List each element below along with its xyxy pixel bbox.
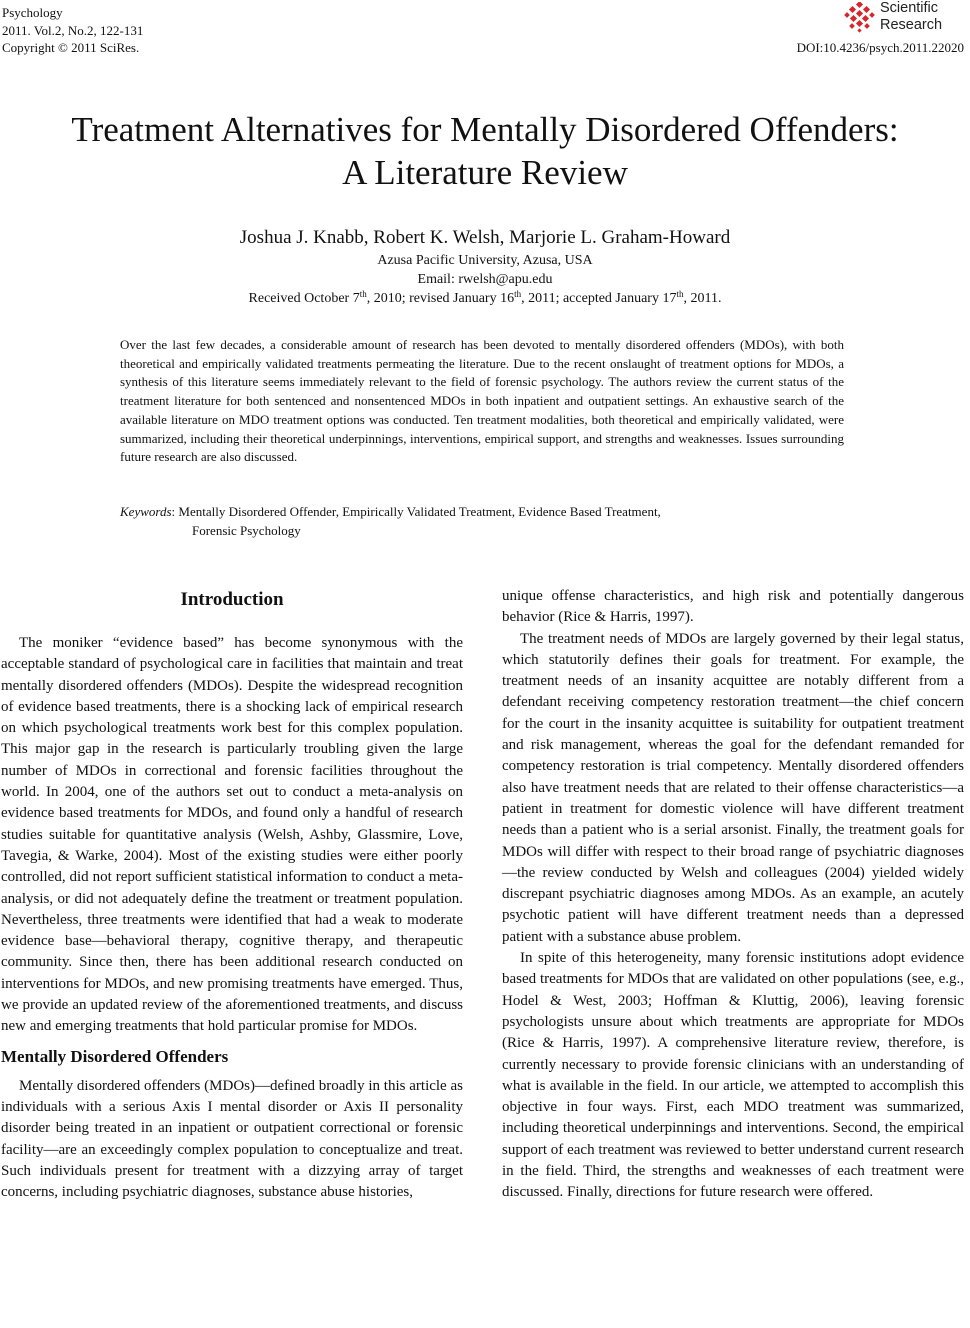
title-line-1: Treatment Alternatives for Mentally Disordered Offenders: bbox=[71, 110, 899, 149]
keywords-line-2: Forensic Psychology bbox=[192, 523, 301, 538]
introduction-paragraph: The moniker “evidence based” has become synonymous with the acceptable standard of psychological care in facilities that maintain and treat mentally disordered offenders (MDOs). Despite the widespread recognition of evidence based treatments, there is a shocking lack of empirical research on which psychological treatments work best for this complex population. This major gap in the research is particularly troubling given the large number of MDOs in correctional and forensic facilities throughout the world. In 2004, one of the authors set out to conduct a meta-analysis on evidence based treatments for MDOs, and found only a handful of research studies suitable for quantitative analysis (Welsh, Ashby, Glassmire, Love, Tavegia, & Warke, 2004). Most of the existing studies were either poorly controlled, did not report sufficient statistical information to conduct a meta-analysis, or did not adequately define the treatment or treatment population. Nevertheless, three treatments were identified that had a weak to moderate evidence base—behavioral therapy, cognitive therapy, and therapeutic community. Since then, there has been additional research conducted on interventions for MDOs, and new promising treatments have emerged. Thus, we provide an updated review of the aforementioned treatments, and discuss new and emerging treatments that hold particular promise for MDOs. bbox=[1, 635, 463, 1035]
publisher-name bbox=[880, 0, 942, 34]
journal-name: Psychology bbox=[2, 5, 63, 20]
publisher-name-line1: Scientific bbox=[880, 0, 939, 16]
received-text-2: , 2010; revised January 16 bbox=[366, 291, 515, 306]
received-sup-3: th bbox=[676, 289, 684, 299]
received-sup-1: th bbox=[359, 289, 367, 299]
mdo-subheading: Mentally Disordered Offenders bbox=[1, 1046, 229, 1066]
publisher-logo bbox=[844, 0, 964, 40]
received-text-4: , 2011. bbox=[683, 291, 722, 306]
affiliation: Azusa Pacific University, Azusa, USA bbox=[377, 253, 593, 268]
authors: Joshua J. Knabb, Robert K. Welsh, Marjorie L. Graham-Howard bbox=[239, 227, 731, 248]
title-line-2: A Literature Review bbox=[342, 153, 628, 192]
right-paragraph-2: The treatment needs of MDOs are largely governed by their legal status, which statutorily defines their goals for treatment. For example, the treatment needs of an insanity acquittee are notably different from a defendant receiving competency restoration treatment—the chief concern for the court in the insanity acquittee is suitability for outpatient treatment and risk management, whereas the goal for the defendant remanded for competency restoration is trial competency. Mentally disordered offenders also have treatment needs that are related to their offense characteristics—a patient in treatment for domestic violence will have different treatment needs than a patient who is a serial arsonist. Finally, the treatment goals for MDOs will differ with respect to their broad range of psychiatric diagnoses—the review conducted by Welsh and colleagues (2004) yielded widely discrepant psychiatric diagnoses among MDOs. As an example, an acutely psychotic patient will have different treatment needs than a depressed patient with a substance abuse problem. bbox=[502, 630, 964, 945]
publisher-name-line2: Research bbox=[880, 17, 943, 33]
right-paragraph-1: unique offense characteristics, and high risk and potentially dangerous behavior (Rice & Harris, 1997). bbox=[502, 588, 964, 626]
introduction-heading: Introduction bbox=[180, 589, 284, 610]
right-column bbox=[502, 586, 964, 1204]
copyright-line: Copyright © 2011 SciRes. bbox=[2, 40, 140, 55]
keywords-line-1: : Mentally Disordered Offender, Empirically Validated Treatment, Evidence Based Treatment, bbox=[171, 504, 661, 519]
received-text-3: , 2011; accepted January 17 bbox=[521, 291, 677, 306]
doi: DOI:10.4236/psych.2011.22020 bbox=[796, 40, 964, 55]
keywords bbox=[120, 502, 844, 540]
scientific-research-logo-icon bbox=[844, 2, 876, 34]
received-dates bbox=[0, 289, 970, 309]
journal-volume: 2011. Vol.2, No.2, 122-131 bbox=[2, 22, 144, 38]
left-column bbox=[1, 586, 463, 1203]
paper-title bbox=[0, 108, 970, 194]
author-email: Email: rwelsh@apu.edu bbox=[417, 272, 553, 287]
received-text-1: Received October 7 bbox=[248, 291, 360, 306]
mdo-paragraph: Mentally disordered offenders (MDOs)—defined broadly in this article as individuals with a serious Axis I mental disorder or Axis II personality disorder being treated in an inpatient or outpatient correctional or forensic facility—are an exceedingly complex population to conceptualize and treat. Such individuals present for treatment with a dizzying array of target concerns, including psychiatric diagnoses, substance abuse histories, bbox=[1, 1077, 463, 1201]
abstract: Over the last few decades, a considerable amount of research has been devoted to mentally disordered offenders (MDOs), with both theoretical and empirically validated treatments permeating the literature. Due to the recent onslaught of treatment options for MDOs, a synthesis of this literature seems immediately relevant to the field of forensic psychology. The authors review the current status of the treatment literature for both sentenced and nonsentenced MDOs in both inpatient and outpatient settings. An exhaustive search of the available literature on MDO treatment options was conducted. Ten treatment modalities, both theoretical and empirically validated, were summarized, including their theoretical underpinnings, interventions, empirical support, and strengths and weaknesses. Issues surrounding future research are also discussed. bbox=[120, 337, 844, 465]
right-paragraph-3: In spite of this heterogeneity, many forensic institutions adopt evidence based treatments for MDOs that are validated on other populations (see, e.g., Hodel & West, 2003; Hoffman & Kluttig, 2006), leaving forensic psychologists unsure about which treatments are appropriate for MDOs (Rice & Harris, 1997). A comprehensive literature review, therefore, is currently necessary to provide forensic clinicians with an understanding of what is available in the field. In our article, we attempted to accomplish this objective in four ways. First, each MDO treatment was summarized, including theoretical underpinnings and interventions. Second, the empirical support of each treatment was reviewed to better understand current research in the field. Third, the strengths and weaknesses of each treatment were discussed. Finally, directions for future research were offered. bbox=[502, 950, 964, 1201]
journal-header bbox=[2, 4, 143, 57]
keywords-label: Keywords bbox=[120, 504, 172, 519]
received-sup-2: th bbox=[514, 289, 522, 299]
